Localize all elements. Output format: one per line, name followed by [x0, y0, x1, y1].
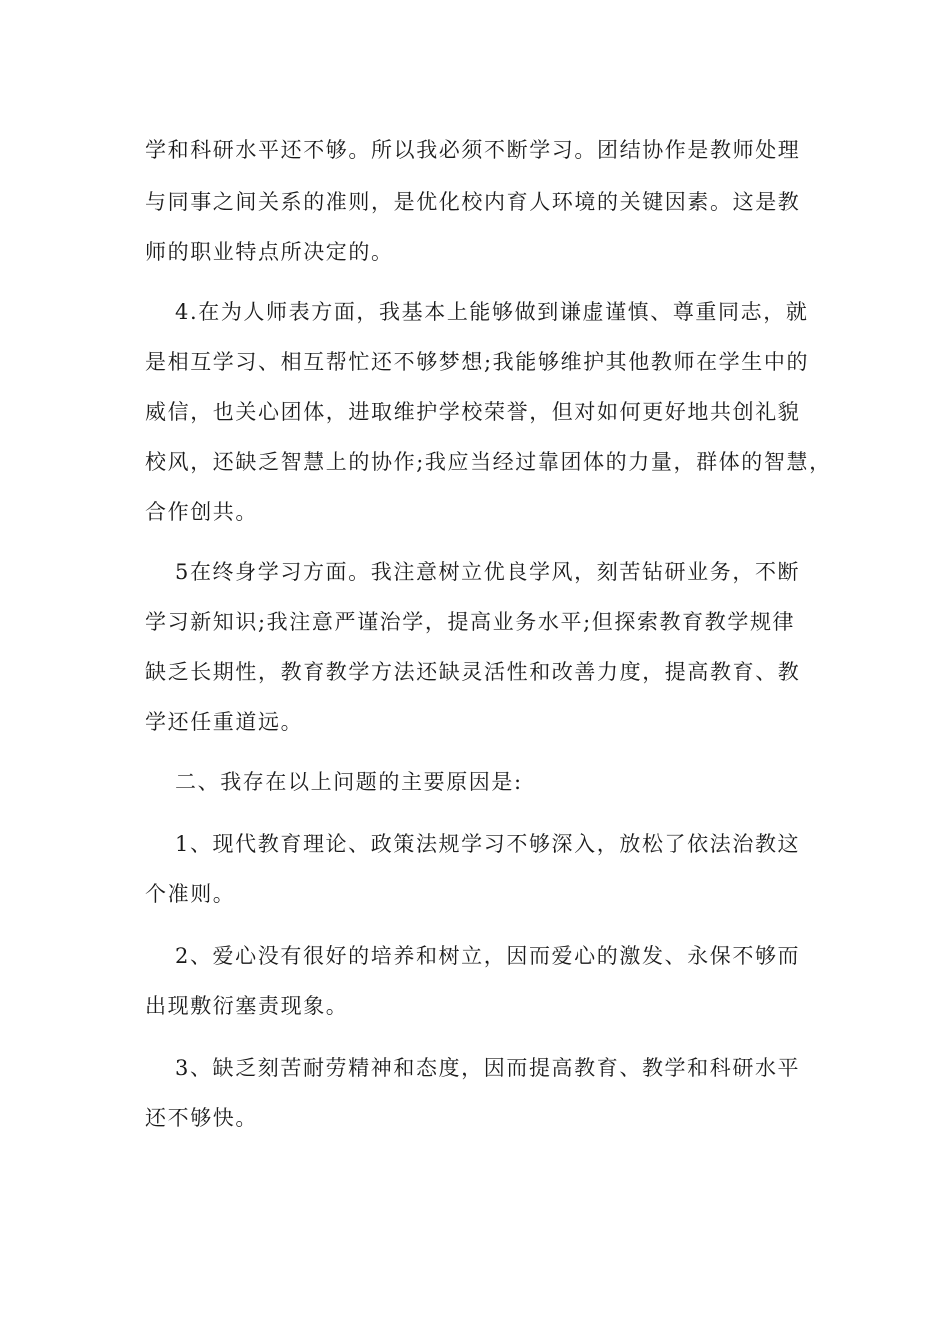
text-line: 威信，也关心团体，进取维护学校荣誉，但对如何更好地共创礼貌 — [145, 400, 801, 424]
text-line: 校风，还缺乏智慧上的协作;我应当经过靠团体的力量，群体的智慧， — [145, 450, 832, 474]
text-line: 出现敷衍塞责现象。 — [145, 994, 349, 1018]
section-heading-text: 二、我存在以上问题的主要原因是: — [175, 770, 523, 794]
text-line: 还不够快。 — [145, 1106, 258, 1130]
text-line: 缺乏长期性，教育教学方法还缺灵活性和改善力度，提高教育、教 — [145, 660, 801, 684]
text-line: 4.在为人师表方面，我基本上能够做到谦虚谨慎、尊重同志，就 — [175, 300, 809, 324]
text-line: 学和科研水平还不够。所以我必须不断学习。团结协作是教师处理 — [145, 138, 801, 162]
text-line: 学习新知识;我注意严谨治学，提高业务水平;但探索教育教学规律 — [145, 610, 796, 634]
text-line: 师的职业特点所决定的。 — [145, 240, 394, 264]
text-line: 与同事之间关系的准则，是优化校内育人环境的关键因素。这是教 — [145, 190, 801, 214]
text-line: 1、现代教育理论、政策法规学习不够深入，放松了依法治教这 — [175, 832, 801, 856]
text-line: 2、爱心没有很好的培养和树立，因而爱心的激发、永保不够而 — [175, 944, 801, 968]
text-line: 学还任重道远。 — [145, 710, 304, 734]
text-line: 5在终身学习方面。我注意树立优良学风，刻苦钻研业务，不断 — [175, 560, 801, 584]
text-line: 3、缺乏刻苦耐劳精神和态度，因而提高教育、教学和科研水平 — [175, 1056, 801, 1080]
text-line: 合作创共。 — [145, 500, 258, 524]
text-line: 个准则。 — [145, 882, 236, 906]
text-line: 是相互学习、相互帮忙还不够梦想;我能够维护其他教师在学生中的 — [145, 350, 810, 374]
